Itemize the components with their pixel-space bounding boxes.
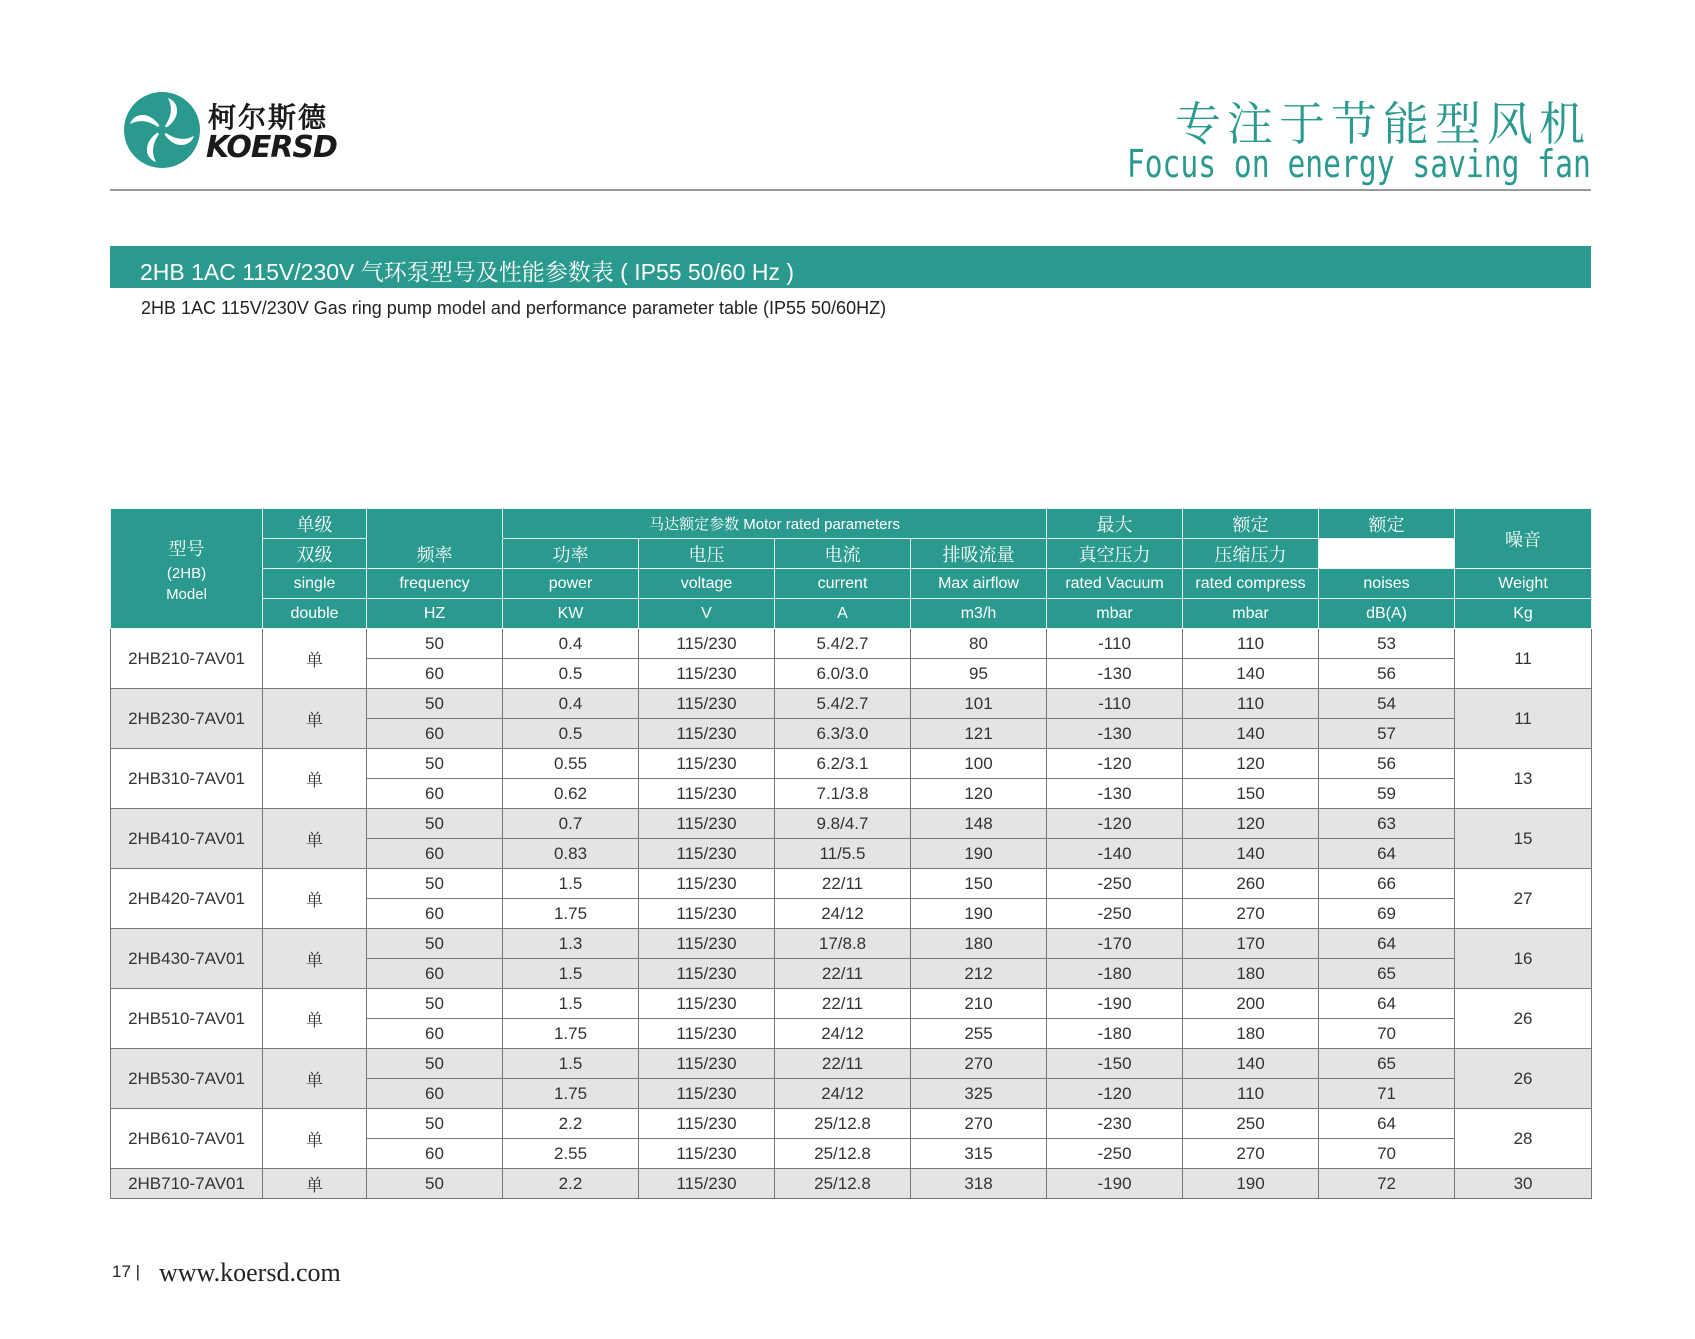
performance-table-wrapper	[110, 508, 1591, 1199]
cell-vac: -110	[1047, 689, 1183, 719]
cell-weight: 26	[1455, 989, 1592, 1049]
logo-text-cn: 柯尔斯德	[208, 101, 329, 134]
cell-comp: 140	[1183, 1049, 1319, 1079]
cell-weight: 26	[1455, 1049, 1592, 1109]
cell-power: 1.75	[503, 1019, 639, 1049]
cell-power: 0.5	[503, 719, 639, 749]
cell-volt: 115/230	[639, 899, 775, 929]
table-row	[111, 629, 1592, 659]
cell-freq: 60	[367, 1079, 503, 1109]
cell-model: 2HB710-7AV01	[111, 1169, 263, 1199]
header-flow-en: Max airflow	[911, 569, 1047, 599]
table-header	[111, 509, 1592, 629]
cell-freq: 60	[367, 959, 503, 989]
cell-freq: 60	[367, 839, 503, 869]
cell-comp: 200	[1183, 989, 1319, 1019]
cell-power: 0.4	[503, 629, 639, 659]
cell-flow: 180	[911, 929, 1047, 959]
table-body	[111, 629, 1592, 1199]
table-row	[111, 929, 1592, 959]
cell-freq: 60	[367, 1019, 503, 1049]
slogan-en: Focus on energy saving fan	[1127, 142, 1591, 186]
cell-comp: 140	[1183, 839, 1319, 869]
cell-noise: 64	[1319, 929, 1455, 959]
cell-power: 1.75	[503, 1079, 639, 1109]
cell-freq: 50	[367, 1169, 503, 1199]
cell-weight: 13	[1455, 749, 1592, 809]
cell-freq: 50	[367, 869, 503, 899]
cell-flow: 121	[911, 719, 1047, 749]
header-comp-cn2: 压缩压力	[1183, 539, 1319, 569]
header-flow-cn2: 排吸流量	[911, 539, 1047, 569]
cell-power: 1.5	[503, 869, 639, 899]
cell-weight: 15	[1455, 809, 1592, 869]
cell-stage: 单	[263, 1169, 367, 1199]
header-model-code: (2HB)	[166, 564, 207, 582]
cell-noise: 64	[1319, 1109, 1455, 1139]
header-model-en: Model	[166, 585, 207, 603]
cell-model: 2HB230-7AV01	[111, 689, 263, 749]
header-noise-en: noises	[1319, 569, 1455, 599]
header-model-cn: 型号	[168, 538, 205, 560]
cell-volt: 115/230	[639, 959, 775, 989]
cell-curr: 11/5.5	[775, 839, 911, 869]
logo	[122, 90, 337, 175]
slogan-cn: 专注于节能型风机	[1175, 97, 1591, 151]
cell-noise: 65	[1319, 959, 1455, 989]
table-row	[111, 869, 1592, 899]
cell-volt: 115/230	[639, 719, 775, 749]
cell-flow: 210	[911, 989, 1047, 1019]
cell-power: 2.55	[503, 1139, 639, 1169]
cell-weight: 11	[1455, 629, 1592, 689]
cell-comp: 270	[1183, 899, 1319, 929]
cell-freq: 60	[367, 779, 503, 809]
cell-power: 1.5	[503, 989, 639, 1019]
cell-power: 1.5	[503, 959, 639, 989]
cell-flow: 95	[911, 659, 1047, 689]
cell-curr: 25/12.8	[775, 1109, 911, 1139]
cell-flow: 150	[911, 869, 1047, 899]
cell-volt: 115/230	[639, 629, 775, 659]
header-motor-params: 马达额定参数 Motor rated parameters	[503, 509, 1047, 539]
performance-table	[110, 508, 1592, 1199]
header-volt-en: voltage	[639, 569, 775, 599]
header-stage-en1: single	[263, 569, 367, 599]
cell-volt: 115/230	[639, 659, 775, 689]
cell-power: 1.5	[503, 1049, 639, 1079]
header-curr-unit: A	[775, 599, 911, 629]
cell-power: 2.2	[503, 1109, 639, 1139]
header-freq-en: frequency	[367, 569, 503, 599]
cell-curr: 5.4/2.7	[775, 629, 911, 659]
header-power-unit: KW	[503, 599, 639, 629]
cell-stage: 单	[263, 689, 367, 749]
cell-weight: 27	[1455, 869, 1592, 929]
header-noise-cn: 噪音	[1455, 509, 1592, 569]
cell-curr: 6.3/3.0	[775, 719, 911, 749]
cell-curr: 25/12.8	[775, 1169, 911, 1199]
table-row	[111, 1169, 1592, 1199]
cell-curr: 7.1/3.8	[775, 779, 911, 809]
cell-noise: 66	[1319, 869, 1455, 899]
cell-stage: 单	[263, 1109, 367, 1169]
cell-power: 0.62	[503, 779, 639, 809]
cell-flow: 100	[911, 749, 1047, 779]
cell-comp: 270	[1183, 1139, 1319, 1169]
cell-curr: 24/12	[775, 1019, 911, 1049]
cell-power: 1.75	[503, 899, 639, 929]
cell-stage: 单	[263, 929, 367, 989]
cell-freq: 60	[367, 659, 503, 689]
cell-volt: 115/230	[639, 929, 775, 959]
header-volt-cn: 电压	[639, 539, 775, 569]
cell-curr: 6.0/3.0	[775, 659, 911, 689]
header-flow-cn1: 最大	[1047, 509, 1183, 539]
cell-curr: 22/11	[775, 1049, 911, 1079]
cell-noise: 69	[1319, 899, 1455, 929]
cell-volt: 115/230	[639, 1169, 775, 1199]
cell-vac: -130	[1047, 719, 1183, 749]
cell-curr: 17/8.8	[775, 929, 911, 959]
cell-noise: 57	[1319, 719, 1455, 749]
cell-comp: 110	[1183, 629, 1319, 659]
cell-curr: 22/11	[775, 959, 911, 989]
cell-freq: 50	[367, 749, 503, 779]
cell-volt: 115/230	[639, 1109, 775, 1139]
cell-noise: 65	[1319, 1049, 1455, 1079]
cell-comp: 140	[1183, 659, 1319, 689]
cell-stage: 单	[263, 809, 367, 869]
cell-flow: 270	[911, 1049, 1047, 1079]
header-comp-cn1: 额定	[1319, 509, 1455, 539]
header-freq-unit: HZ	[367, 599, 503, 629]
cell-curr: 24/12	[775, 1079, 911, 1109]
website-link[interactable]: www.koersd.com	[159, 1258, 341, 1287]
cell-vac: -230	[1047, 1109, 1183, 1139]
cell-noise: 72	[1319, 1169, 1455, 1199]
cell-flow: 190	[911, 839, 1047, 869]
cell-flow: 315	[911, 1139, 1047, 1169]
cell-curr: 5.4/2.7	[775, 689, 911, 719]
cell-curr: 6.2/3.1	[775, 749, 911, 779]
cell-vac: -250	[1047, 899, 1183, 929]
cell-freq: 50	[367, 809, 503, 839]
cell-noise: 64	[1319, 989, 1455, 1019]
table-row	[111, 989, 1592, 1019]
table-row	[111, 689, 1592, 719]
cell-stage: 单	[263, 749, 367, 809]
logo-text-en: KOERSD	[206, 130, 337, 165]
cell-weight: 11	[1455, 689, 1592, 749]
cell-vac: -120	[1047, 809, 1183, 839]
cell-volt: 115/230	[639, 689, 775, 719]
cell-weight: 28	[1455, 1109, 1592, 1169]
cell-model: 2HB610-7AV01	[111, 1109, 263, 1169]
cell-volt: 115/230	[639, 1049, 775, 1079]
cell-weight: 16	[1455, 929, 1592, 989]
cell-vac: -250	[1047, 1139, 1183, 1169]
cell-freq: 50	[367, 929, 503, 959]
header-power-en: power	[503, 569, 639, 599]
cell-vac: -190	[1047, 989, 1183, 1019]
cell-comp: 120	[1183, 749, 1319, 779]
cell-volt: 115/230	[639, 809, 775, 839]
cell-comp: 110	[1183, 1079, 1319, 1109]
cell-noise: 59	[1319, 779, 1455, 809]
cell-flow: 190	[911, 899, 1047, 929]
cell-vac: -180	[1047, 959, 1183, 989]
cell-flow: 270	[911, 1109, 1047, 1139]
cell-noise: 70	[1319, 1139, 1455, 1169]
header-power-cn: 功率	[503, 539, 639, 569]
header-stage-cn1: 单级	[263, 509, 367, 539]
header-vac-en: rated Vacuum	[1047, 569, 1183, 599]
cell-vac: -130	[1047, 659, 1183, 689]
header-stage-en2: double	[263, 599, 367, 629]
cell-volt: 115/230	[639, 749, 775, 779]
header-volt-unit: V	[639, 599, 775, 629]
cell-volt: 115/230	[639, 1139, 775, 1169]
cell-comp: 150	[1183, 779, 1319, 809]
cell-volt: 115/230	[639, 1019, 775, 1049]
cell-model: 2HB410-7AV01	[111, 809, 263, 869]
cell-comp: 260	[1183, 869, 1319, 899]
cell-noise: 70	[1319, 1019, 1455, 1049]
cell-stage: 单	[263, 629, 367, 689]
cell-model: 2HB430-7AV01	[111, 929, 263, 989]
cell-comp: 180	[1183, 959, 1319, 989]
cell-power: 0.83	[503, 839, 639, 869]
cell-noise: 64	[1319, 839, 1455, 869]
cell-volt: 115/230	[639, 989, 775, 1019]
cell-power: 0.5	[503, 659, 639, 689]
cell-volt: 115/230	[639, 839, 775, 869]
cell-vac: -120	[1047, 1079, 1183, 1109]
cell-flow: 255	[911, 1019, 1047, 1049]
cell-volt: 115/230	[639, 779, 775, 809]
cell-model: 2HB310-7AV01	[111, 749, 263, 809]
cell-vac: -150	[1047, 1049, 1183, 1079]
cell-curr: 22/11	[775, 869, 911, 899]
cell-freq: 50	[367, 689, 503, 719]
cell-comp: 250	[1183, 1109, 1319, 1139]
cell-flow: 148	[911, 809, 1047, 839]
cell-comp: 170	[1183, 929, 1319, 959]
header-vac-cn2: 真空压力	[1047, 539, 1183, 569]
cell-volt: 115/230	[639, 1079, 775, 1109]
cell-flow: 101	[911, 689, 1047, 719]
cell-noise: 63	[1319, 809, 1455, 839]
cell-vac: -190	[1047, 1169, 1183, 1199]
cell-weight: 30	[1455, 1169, 1592, 1199]
cell-noise: 54	[1319, 689, 1455, 719]
title-bar	[110, 246, 1591, 288]
cell-curr: 24/12	[775, 899, 911, 929]
cell-flow: 80	[911, 629, 1047, 659]
cell-power: 0.4	[503, 689, 639, 719]
cell-curr: 9.8/4.7	[775, 809, 911, 839]
cell-freq: 50	[367, 1109, 503, 1139]
cell-model: 2HB510-7AV01	[111, 989, 263, 1049]
table-row	[111, 749, 1592, 779]
cell-vac: -130	[1047, 779, 1183, 809]
cell-vac: -170	[1047, 929, 1183, 959]
cell-freq: 50	[367, 989, 503, 1019]
cell-freq: 50	[367, 629, 503, 659]
cell-stage: 单	[263, 989, 367, 1049]
table-row	[111, 1109, 1592, 1139]
table-row	[111, 809, 1592, 839]
page-number: 17 |	[112, 1262, 141, 1281]
header-comp-unit: mbar	[1183, 599, 1319, 629]
header-freq-cn: 频率	[367, 539, 503, 569]
cell-noise: 53	[1319, 629, 1455, 659]
cell-comp: 180	[1183, 1019, 1319, 1049]
cell-stage: 单	[263, 1049, 367, 1109]
cell-power: 2.2	[503, 1169, 639, 1199]
cell-power: 1.3	[503, 929, 639, 959]
cell-curr: 22/11	[775, 989, 911, 1019]
cell-power: 0.7	[503, 809, 639, 839]
cell-flow: 120	[911, 779, 1047, 809]
header-comp-en: rated compress	[1183, 569, 1319, 599]
cell-freq: 60	[367, 899, 503, 929]
header-curr-cn: 电流	[775, 539, 911, 569]
header-divider	[110, 189, 1591, 191]
header-weight-unit: Kg	[1455, 599, 1592, 629]
cell-vac: -250	[1047, 869, 1183, 899]
header-vac-cn1: 额定	[1183, 509, 1319, 539]
header-flow-unit: m3/h	[911, 599, 1047, 629]
header-stage-cn2: 双级	[263, 539, 367, 569]
cell-vac: -120	[1047, 749, 1183, 779]
cell-freq: 60	[367, 719, 503, 749]
koersd-logo-icon	[122, 90, 202, 170]
cell-flow: 325	[911, 1079, 1047, 1109]
cell-curr: 25/12.8	[775, 1139, 911, 1169]
cell-volt: 115/230	[639, 869, 775, 899]
header-model	[111, 509, 263, 629]
table-title-en: 2HB 1AC 115V/230V Gas ring pump model and performance parameter table (IP55 50/60HZ)	[141, 298, 887, 318]
table-row	[111, 1049, 1592, 1079]
cell-model: 2HB530-7AV01	[111, 1049, 263, 1109]
cell-vac: -180	[1047, 1019, 1183, 1049]
cell-comp: 190	[1183, 1169, 1319, 1199]
cell-freq: 60	[367, 1139, 503, 1169]
cell-flow: 212	[911, 959, 1047, 989]
cell-vac: -140	[1047, 839, 1183, 869]
header-noise-unit: dB(A)	[1319, 599, 1455, 629]
cell-vac: -110	[1047, 629, 1183, 659]
cell-stage: 单	[263, 869, 367, 929]
cell-model: 2HB420-7AV01	[111, 869, 263, 929]
cell-noise: 56	[1319, 749, 1455, 779]
header-blank	[367, 509, 503, 539]
header-weight-en: Weight	[1455, 569, 1592, 599]
cell-noise: 56	[1319, 659, 1455, 689]
cell-flow: 318	[911, 1169, 1047, 1199]
cell-comp: 110	[1183, 689, 1319, 719]
cell-freq: 50	[367, 1049, 503, 1079]
table-title-cn: 2HB 1AC 115V/230V 气环泵型号及性能参数表 ( IP55 50/60 Hz )	[140, 259, 795, 285]
cell-noise: 71	[1319, 1079, 1455, 1109]
cell-model: 2HB210-7AV01	[111, 629, 263, 689]
cell-comp: 120	[1183, 809, 1319, 839]
cell-comp: 140	[1183, 719, 1319, 749]
cell-power: 0.55	[503, 749, 639, 779]
header-curr-en: current	[775, 569, 911, 599]
header-vac-unit: mbar	[1047, 599, 1183, 629]
